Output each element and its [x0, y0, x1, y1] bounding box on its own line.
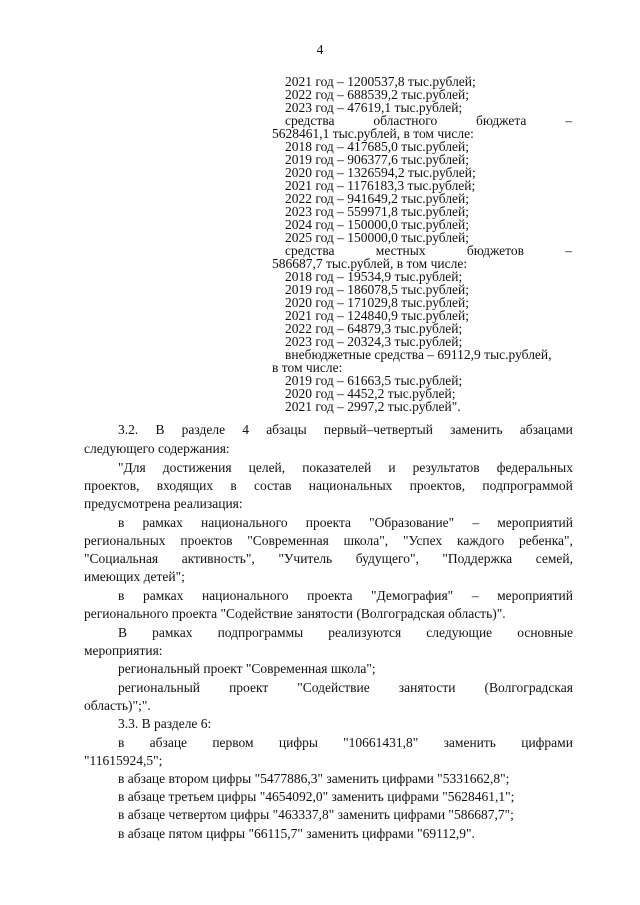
word: достижения [162, 460, 232, 475]
word: будущего", [355, 551, 419, 566]
word: в [230, 478, 237, 493]
regional-budget-total: 5628461,1 тыс.рублей, в том числе: [272, 126, 474, 141]
word: национальных [308, 478, 393, 493]
word: – [565, 113, 572, 128]
paragraph-line: в абзаце третьем цифры "4654092,0" заменить цифрами "5628461,1"; [118, 789, 515, 804]
budget-line: 2020 год – 4452,2 тыс.рублей; [285, 386, 456, 401]
word: национального [201, 515, 288, 530]
budget-line: 2021 год – 1176183,3 тыс.рублей; [285, 178, 476, 193]
word: бюджетов [466, 243, 524, 258]
word: региональный [118, 680, 201, 695]
word: мероприятий [497, 515, 573, 530]
budget-line: 2020 год – 171029,8 тыс.рублей; [285, 295, 470, 310]
budget-line: 2022 год – 688539,2 тыс.рублей; [285, 87, 470, 102]
word: рамках [142, 515, 183, 530]
word: "Современная [247, 533, 329, 548]
paragraph-line: мероприятия: [84, 643, 163, 658]
word: целей, [248, 460, 286, 475]
paragraph-line [118, 735, 573, 750]
paragraph-line: регионального проекта "Содействие занятости (Волгоградская область)". [84, 606, 506, 621]
paragraph-line: региональный проект "Современная школа"; [118, 661, 376, 676]
budget-line: 2022 год – 64879,3 тыс.рублей; [285, 321, 463, 336]
word: – [565, 243, 572, 258]
budget-line: 2018 год – 19534,9 тыс.рублей; [285, 269, 463, 284]
paragraph-line [84, 551, 573, 566]
word: рамках [142, 588, 184, 603]
word: 3.2. [118, 422, 139, 437]
extrabudget-line: внебюджетные средства – 69112,9 тыс.рублей, [285, 347, 552, 362]
word: подпрограммой [482, 478, 573, 493]
word: федеральных [496, 460, 573, 475]
paragraph-line [118, 588, 573, 603]
paragraph-line: имеющих детей"; [84, 569, 185, 584]
word: "Содействие [297, 680, 370, 695]
word: В [155, 422, 165, 437]
word: 4 [242, 422, 249, 437]
word: в [118, 588, 125, 603]
paragraph-line [118, 422, 573, 437]
word: бюджета [476, 113, 527, 128]
word: абзаце [149, 735, 188, 750]
word: в [118, 515, 125, 530]
word: в [118, 735, 125, 750]
budget-line: 2023 год – 47619,1 тыс.рублей; [285, 100, 463, 115]
word: "Поддержка [442, 551, 513, 566]
word: региональных [84, 533, 166, 548]
local-budget-total: 586687,7 тыс.рублей, в том числе: [272, 256, 468, 271]
word: абзацы [266, 422, 307, 437]
word: средства [285, 243, 335, 258]
paragraph-line: 3.3. В разделе 6: [118, 716, 212, 731]
word: ребенка", [519, 533, 573, 548]
paragraph-line [84, 533, 573, 548]
budget-line: 2023 год – 559971,8 тыс.рублей; [285, 204, 470, 219]
word: и [388, 460, 396, 475]
word: местных [375, 243, 426, 258]
word: национального [201, 588, 289, 603]
word: реализуются [328, 625, 402, 640]
paragraph-line [118, 680, 573, 695]
word: подпрограммы [217, 625, 304, 640]
word: "10661431,8" [343, 735, 419, 750]
word: "Образование" [369, 515, 455, 530]
word: "Учитель [278, 551, 333, 566]
word: входящих [156, 478, 214, 493]
word: – [472, 515, 480, 530]
budget-line: 2024 год – 150000,0 тыс.рублей; [285, 217, 470, 232]
budget-line: 2023 год – 20324,3 тыс.рублей; [285, 334, 463, 349]
budget-line: 2021 год – 1200537,8 тыс.рублей; [285, 74, 476, 89]
word: результатов [412, 460, 480, 475]
budget-line: 2019 год – 186078,5 тыс.рублей; [285, 282, 470, 297]
word: областного [373, 113, 438, 128]
budget-line: 2021 год – 2997,2 тыс.рублей". [285, 399, 461, 414]
word: активность", [181, 551, 255, 566]
word: абзацами [519, 422, 573, 437]
paragraph-line: в абзаце пятом цифры "66115,7" заменить цифрами "69112,9". [118, 826, 475, 841]
word: занятости [398, 680, 456, 695]
word: – [471, 588, 479, 603]
word: первом [212, 735, 254, 750]
paragraph-line [118, 460, 573, 475]
word: разделе [181, 422, 226, 437]
budget-line: 2019 год – 906377,6 тыс.рублей; [285, 152, 470, 167]
word: семей, [535, 551, 573, 566]
word: каждого [456, 533, 505, 548]
word: проекта [307, 588, 353, 603]
word: "Для [118, 460, 146, 475]
paragraph-line [118, 515, 573, 530]
word: цифрами [521, 735, 573, 750]
word: состав [253, 478, 292, 493]
word: "Успех [402, 533, 443, 548]
paragraph-line: область)";". [84, 698, 151, 713]
word: рамках [152, 625, 193, 640]
extrabudget-continuation: в том числе: [272, 360, 343, 375]
word: заменить [443, 735, 496, 750]
budget-line: 2020 год – 1326594,2 тыс.рублей; [285, 165, 476, 180]
paragraph-line: предусмотрена реализация: [84, 496, 243, 511]
paragraph-line [84, 478, 573, 493]
word: школа", [343, 533, 389, 548]
word: проекта [305, 515, 352, 530]
word: первый–четвертый [323, 422, 433, 437]
word: проектов, [409, 478, 466, 493]
word: заменить [450, 422, 503, 437]
paragraph-line: "11615924,5"; [84, 753, 163, 768]
budget-line: 2025 год – 150000,0 тыс.рублей; [285, 230, 470, 245]
word: проект [229, 680, 269, 695]
word: основные [517, 625, 573, 640]
word: средства [285, 113, 335, 128]
budget-line: 2022 год – 941649,2 тыс.рублей; [285, 191, 470, 206]
paragraph-line: в абзаце четвертом цифры "463337,8" заменить цифрами "586687,7"; [118, 807, 514, 822]
word: цифры [278, 735, 318, 750]
word: показателей [302, 460, 372, 475]
page-number: 4 [316, 42, 324, 57]
budget-line: 2019 год – 61663,5 тыс.рублей; [285, 373, 463, 388]
word: проектов, [84, 478, 140, 493]
paragraph-line: следующего содержания: [84, 441, 230, 456]
word: проектов [180, 533, 233, 548]
word: мероприятий [497, 588, 573, 603]
word: "Демография" [371, 588, 454, 603]
budget-line: 2018 год – 417685,0 тыс.рублей; [285, 139, 470, 154]
paragraph-line: в абзаце втором цифры "5477886,3" заменить цифрами "5331662,8"; [118, 771, 510, 786]
word: В [118, 625, 128, 640]
budget-line: 2021 год – 124840,9 тыс.рублей; [285, 308, 470, 323]
word: следующие [426, 625, 493, 640]
paragraph-line [118, 625, 573, 640]
word: "Социальная [84, 551, 159, 566]
word: (Волгоградская [484, 680, 573, 695]
